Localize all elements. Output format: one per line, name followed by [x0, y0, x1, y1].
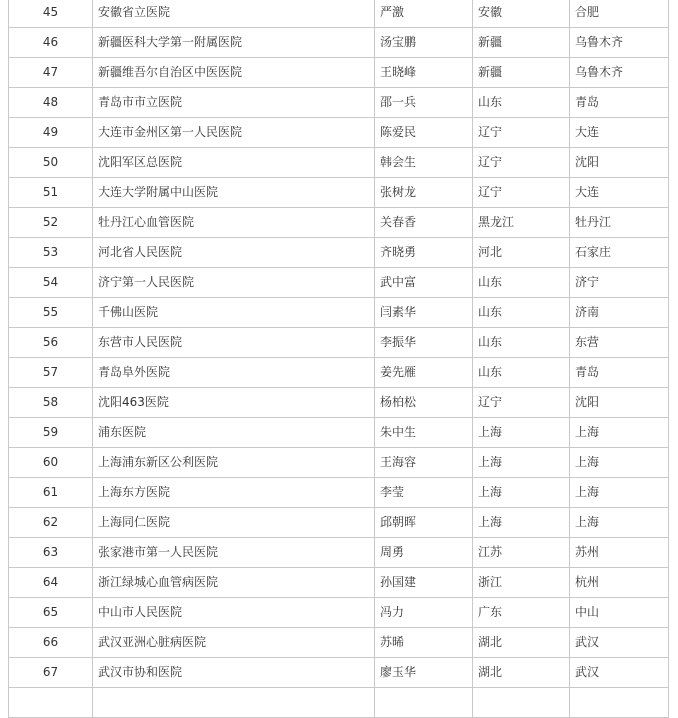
row-number-cell: 47 — [9, 58, 93, 88]
person-name-cell: 关春香 — [375, 208, 473, 238]
table-row — [9, 598, 669, 628]
person-name-cell: 朱中生 — [375, 418, 473, 448]
table-row — [9, 628, 669, 658]
province-cell: 山东 — [473, 298, 570, 328]
person-name-cell: 李振华 — [375, 328, 473, 358]
row-number-cell: 51 — [9, 178, 93, 208]
table-row — [9, 178, 669, 208]
row-number-cell: 56 — [9, 328, 93, 358]
hospital-name-cell: 新疆医科大学第一附属医院 — [93, 28, 375, 58]
province-cell: 上海 — [473, 418, 570, 448]
table-row — [9, 568, 669, 598]
city-cell: 沈阳 — [570, 148, 669, 178]
row-number-cell: 45 — [9, 0, 93, 28]
row-number-cell: 67 — [9, 658, 93, 688]
province-cell: 江苏 — [473, 538, 570, 568]
table-row — [9, 448, 669, 478]
table-row — [9, 388, 669, 418]
person-name-cell: 陈爱民 — [375, 118, 473, 148]
province-cell: 山东 — [473, 358, 570, 388]
hospital-name-cell: 张家港市第一人民医院 — [93, 538, 375, 568]
hospital-name-cell: 安徽省立医院 — [93, 0, 375, 28]
row-number-cell: 46 — [9, 28, 93, 58]
hospital-name-cell: 青岛阜外医院 — [93, 358, 375, 388]
table-row — [9, 268, 669, 298]
table-row — [9, 118, 669, 148]
person-name-cell: 周勇 — [375, 538, 473, 568]
hospital-name-cell: 河北省人民医院 — [93, 238, 375, 268]
province-cell: 湖北 — [473, 628, 570, 658]
table-row — [9, 688, 669, 718]
hospital-table — [8, 0, 669, 718]
table-row — [9, 418, 669, 448]
province-cell: 黑龙江 — [473, 208, 570, 238]
hospital-table-container — [8, 0, 668, 718]
person-name-cell: 韩会生 — [375, 148, 473, 178]
row-number-cell: 57 — [9, 358, 93, 388]
city-cell: 济宁 — [570, 268, 669, 298]
row-number-cell: 61 — [9, 478, 93, 508]
table-row — [9, 0, 669, 28]
city-cell: 青岛 — [570, 358, 669, 388]
row-number-cell: 54 — [9, 268, 93, 298]
row-number-cell: 59 — [9, 418, 93, 448]
city-cell: 杭州 — [570, 568, 669, 598]
city-cell: 乌鲁木齐 — [570, 58, 669, 88]
row-number-cell: 60 — [9, 448, 93, 478]
city-cell: 大连 — [570, 118, 669, 148]
province-cell: 山东 — [473, 268, 570, 298]
table-row — [9, 508, 669, 538]
hospital-name-cell: 浦东医院 — [93, 418, 375, 448]
province-cell — [473, 688, 570, 718]
province-cell: 山东 — [473, 88, 570, 118]
hospital-name-cell: 上海浦东新区公利医院 — [93, 448, 375, 478]
hospital-name-cell: 武汉亚洲心脏病医院 — [93, 628, 375, 658]
person-name-cell — [375, 688, 473, 718]
person-name-cell: 苏晞 — [375, 628, 473, 658]
province-cell: 河北 — [473, 238, 570, 268]
person-name-cell: 齐晓勇 — [375, 238, 473, 268]
city-cell: 上海 — [570, 478, 669, 508]
province-cell: 上海 — [473, 508, 570, 538]
city-cell: 石家庄 — [570, 238, 669, 268]
hospital-name-cell: 浙江绿城心血管病医院 — [93, 568, 375, 598]
city-cell: 牡丹江 — [570, 208, 669, 238]
hospital-name-cell: 中山市人民医院 — [93, 598, 375, 628]
table-row — [9, 208, 669, 238]
hospital-name-cell: 牡丹江心血管医院 — [93, 208, 375, 238]
city-cell: 沈阳 — [570, 388, 669, 418]
province-cell: 浙江 — [473, 568, 570, 598]
province-cell: 上海 — [473, 448, 570, 478]
city-cell: 上海 — [570, 508, 669, 538]
city-cell: 乌鲁木齐 — [570, 28, 669, 58]
hospital-name-cell: 千佛山医院 — [93, 298, 375, 328]
hospital-name-cell: 上海同仁医院 — [93, 508, 375, 538]
hospital-name-cell: 上海东方医院 — [93, 478, 375, 508]
row-number-cell: 64 — [9, 568, 93, 598]
province-cell: 辽宁 — [473, 118, 570, 148]
row-number-cell: 62 — [9, 508, 93, 538]
hospital-name-cell: 大连市金州区第一人民医院 — [93, 118, 375, 148]
province-cell: 新疆 — [473, 58, 570, 88]
person-name-cell: 张树龙 — [375, 178, 473, 208]
city-cell: 上海 — [570, 448, 669, 478]
row-number-cell: 50 — [9, 148, 93, 178]
hospital-name-cell: 济宁第一人民医院 — [93, 268, 375, 298]
person-name-cell: 廖玉华 — [375, 658, 473, 688]
person-name-cell: 王晓峰 — [375, 58, 473, 88]
table-row — [9, 88, 669, 118]
row-number-cell: 65 — [9, 598, 93, 628]
city-cell — [570, 688, 669, 718]
person-name-cell: 王海容 — [375, 448, 473, 478]
table-row — [9, 238, 669, 268]
hospital-table-body — [9, 0, 669, 718]
province-cell: 安徽 — [473, 0, 570, 28]
row-number-cell: 48 — [9, 88, 93, 118]
person-name-cell: 冯力 — [375, 598, 473, 628]
row-number-cell: 58 — [9, 388, 93, 418]
province-cell: 湖北 — [473, 658, 570, 688]
row-number-cell: 49 — [9, 118, 93, 148]
city-cell: 合肥 — [570, 0, 669, 28]
table-row — [9, 358, 669, 388]
person-name-cell: 孙国建 — [375, 568, 473, 598]
city-cell: 济南 — [570, 298, 669, 328]
row-number-cell — [9, 688, 93, 718]
city-cell: 上海 — [570, 418, 669, 448]
row-number-cell: 52 — [9, 208, 93, 238]
table-row — [9, 298, 669, 328]
city-cell: 苏州 — [570, 538, 669, 568]
hospital-name-cell — [93, 688, 375, 718]
row-number-cell: 66 — [9, 628, 93, 658]
person-name-cell: 姜先雁 — [375, 358, 473, 388]
person-name-cell: 杨柏松 — [375, 388, 473, 418]
row-number-cell: 53 — [9, 238, 93, 268]
row-number-cell: 63 — [9, 538, 93, 568]
person-name-cell: 闫素华 — [375, 298, 473, 328]
province-cell: 辽宁 — [473, 178, 570, 208]
person-name-cell: 李莹 — [375, 478, 473, 508]
table-row — [9, 538, 669, 568]
person-name-cell: 严激 — [375, 0, 473, 28]
person-name-cell: 武中富 — [375, 268, 473, 298]
city-cell: 武汉 — [570, 658, 669, 688]
province-cell: 辽宁 — [473, 388, 570, 418]
hospital-name-cell: 武汉市协和医院 — [93, 658, 375, 688]
city-cell: 武汉 — [570, 628, 669, 658]
hospital-name-cell: 大连大学附属中山医院 — [93, 178, 375, 208]
table-row — [9, 478, 669, 508]
province-cell: 新疆 — [473, 28, 570, 58]
hospital-name-cell: 沈阳463医院 — [93, 388, 375, 418]
table-row — [9, 328, 669, 358]
hospital-name-cell: 沈阳军区总医院 — [93, 148, 375, 178]
person-name-cell: 邵一兵 — [375, 88, 473, 118]
table-row — [9, 28, 669, 58]
province-cell: 广东 — [473, 598, 570, 628]
province-cell: 上海 — [473, 478, 570, 508]
table-row — [9, 148, 669, 178]
city-cell: 大连 — [570, 178, 669, 208]
city-cell: 中山 — [570, 598, 669, 628]
table-row — [9, 58, 669, 88]
hospital-name-cell: 新疆维吾尔自治区中医医院 — [93, 58, 375, 88]
hospital-name-cell: 青岛市市立医院 — [93, 88, 375, 118]
hospital-name-cell: 东营市人民医院 — [93, 328, 375, 358]
province-cell: 山东 — [473, 328, 570, 358]
province-cell: 辽宁 — [473, 148, 570, 178]
city-cell: 东营 — [570, 328, 669, 358]
person-name-cell: 汤宝鹏 — [375, 28, 473, 58]
person-name-cell: 邱朝晖 — [375, 508, 473, 538]
row-number-cell: 55 — [9, 298, 93, 328]
city-cell: 青岛 — [570, 88, 669, 118]
table-row — [9, 658, 669, 688]
